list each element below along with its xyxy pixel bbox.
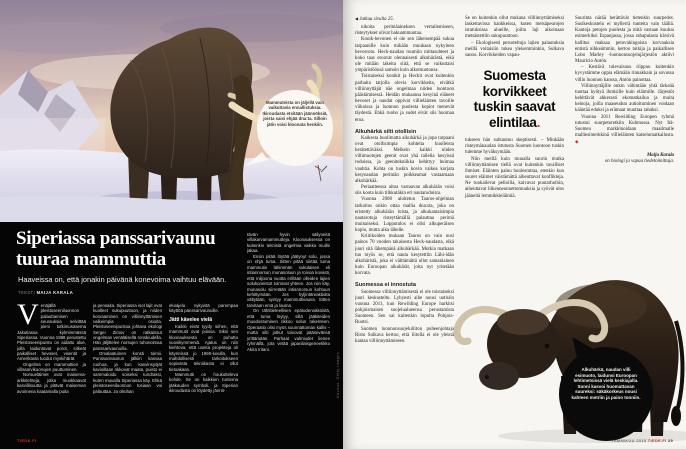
continuation-arrow-icon: ◀	[355, 16, 359, 21]
paragraph: On tähtitieteellisen epätodennäköistä, että tuma löytyy, sillä jääkiteiden muodostuminen rikkoo solun rakenteen. Operaatio olisi myös suunnattoman kallis – mutta silti jotkut toivovat pääsevänsä yrittämään. Parhaat valmiudet lienee ryhmällä, jota vetää japanilaisgeneetikko Akira Iritani.	[247, 308, 330, 352]
brand-logo: TIEDE.FI	[647, 438, 667, 443]
pull-quote	[465, 68, 564, 130]
section-subhead: Jätti kävelee vielä	[169, 316, 213, 323]
paragraph: Suomen luonnonsuojeluliiton puheenjohtaja Risto Sulkava kertoo, että liitolla ei ole yleistä kantaa villiinnyttämiseen.	[355, 326, 454, 344]
paragraph: Niin meillä kuin muualla suurin mutka villiinnyttämisen tiellä ovat kuitenkin tavalliset ihmiset. Eläinten paluu huolestuttaa, etenkin kun suuret eläimet väistämättä aiheuttavat konflikteja. Ne ruokailevat pelloilla, kaivavat puutarhoihin, aiheuttavat liikenneonnettomuuksia ja syövät ulos jääneitä lemmikkieläimiä.	[465, 156, 564, 199]
paragraph: tukseen hän suhtautuu skeptisesti. – Minkään risteymänaudan istutusta Suomen luontoon tuskin tulemme hyväksymään.	[465, 138, 564, 156]
standfirst: Haaveissa on, että jonakin päivänä konevoima vaihtuu elävään.	[18, 275, 227, 284]
end-mark-icon: ◆	[575, 139, 579, 145]
paragraph: ja pensaita. Siperiassa isot lajit ovat kuolleet sukupuuttoon, ja niiden korvaaminen on villiinnyttämisen vaikeimpia osioita. Pleistoseenipuistoa johtava ekologi Sergei Zimov on ratkaissut ongelman venäläisellä ronskiudella. Hän jäljittelee norsujen tuhovoimaa panssarivaunuilla.	[93, 303, 162, 351]
left-page-footer	[17, 438, 37, 443]
continuation-marker	[355, 16, 454, 23]
continuation-text: Jatkuu sivulta 25.	[359, 17, 394, 22]
right-page	[343, 0, 686, 449]
paragraph: ekoajelu nykyistä parempaa käyttöä panssarivaunuille.	[169, 303, 238, 314]
paragraph: Suomessa villiinnyttämisestä ei ole toistaiseksi juuri keskusteltu. Lyhyesti aihe nousi uutisiin vuonna 2011, kun Rewilding Europe harkitsi pohjoismaisen suojelualueensa perustamista Suomeen. Sen sai kuitenkin lopulta Pohjois-Ruotsi.	[355, 289, 454, 326]
paragraph: Kriitikoiden mukaan Tauros on vain uusi painos 70 vuoden takaisesta Heck-naudasta, eikä juuri sitä lähempänä alkuhärkää. Mutkia matkaan tuo myös se, että nauta kesytettiin Lähi-idän alkuhäristä, joka ei välttämättä ollut samanlainen kuin Euroopan alkuhärät, joita nyt yritetään korvata.	[355, 234, 454, 277]
paragraph: Kaikesta huolimatta alkuhärkä ja jopa tarpaani ovat otollisimpia kohteita kuolleista herätettäväksi. Melkein kaikki niiden villimuotojen geenit ovat yhä tallella kesyissä roduissa, ja geenitekniikka kehittyy huimaa vauhtia. Kohta on tuskin kovin vaikea korjata kesynaudan perimän poikkeamat vastaamaan alkuhärkää.	[355, 135, 454, 184]
drop-cap: V	[17, 303, 39, 331]
headline-line1: Siperiassa panssarivaunu	[16, 228, 216, 249]
paragraph: Villiinnyttäjille onkin vähintään yhtä tärkeää tuottaa hyötyä ihmisille kuin eläimille. Järjestöt kehittävät ahkerasti ekomatkailua ja muita keinoja, joilla maaseudun autioituminen voidaan kääntää eduksi ja erämaat muuttaa rahaksi.	[575, 83, 674, 114]
paragraph: nikoita perimäaineksen vertailemiseen, risteytykset olivat hakuammuntaa.	[355, 25, 454, 37]
byline-label: TEKSTI	[18, 290, 36, 295]
paragraph-text: Vuonna 2011 Rewilding Europen ryhmä tutustui suurpetoretkiin Kuhmossa. Nyt Itä-Suomea markkinoidaan maailmalle malliesimerkkinä villieläinten katselumatkailusta.	[575, 114, 674, 138]
byline-name: MAIJA KARALA	[36, 290, 74, 295]
page-number: 29	[667, 438, 673, 443]
author-name: Maija Karala	[646, 153, 674, 159]
headline	[16, 228, 266, 270]
paragraph: enäjällä pleistoseeniluonnon palauttamisen seurauksia selvittää pieni tutkimusasema Jakutiassa kylmimmässä Siperiassa. Vuonna 1988 perustettu Pleistoseenipuisto on aidattu alue, jolla laiduntavat porot, sitkeät paikalliset hevoset, visentit ja Amerikasta tuodut myskihärät.	[17, 303, 86, 362]
paragraph: Ongelma on mammuttien ja villasarvikuonojen puuttuminen.	[17, 361, 86, 373]
body-column-3	[169, 303, 238, 441]
paragraph: Omalaatuinen konsti toimii. Panssarivaunun jälkiin kasvaa ruohoa, ja kun kasvinsyöjät kavioillaan rikkovat maata, puisto ei sammaloidu soiseksi tundraksi, kuten muualla Siperiassa käy. Ehkä pleistoseeniluonnon tosiaan voi palauttaa. Ja olisihan	[93, 351, 162, 394]
right-page-footer	[612, 438, 673, 443]
paragraph: Kaikki eivät tyydy siihen, että mammutit ovat poissa. Siksi sen kloonauksesta on puhuttu vuosikymmeniä. Ajatus on niin kiehtova, että useita projekteja oli käynnissä jo 1990-luvulla, kun mahdollisesti tarkoitukseen sopivasta tekniikasta ei ollut tietoakaan.	[169, 324, 238, 372]
paragraph: tävän hyvin säilyneitä villakarvamammutteja. Kloonauksessa on kuitenkin teknisiä ongelmia vaikka muille jakaa.	[247, 232, 330, 254]
photo-credit: Kuvitus: Getty Images	[336, 352, 340, 398]
pull-quote-text: Suomesta korvikkeet tuskin saavat elintilaa	[473, 68, 556, 130]
byline	[18, 290, 73, 295]
paragraph	[575, 115, 674, 147]
author-bio: on biologi ja vapaa tiedetoimittaja.	[604, 159, 674, 165]
brand-logo: TIEDE.FI	[17, 438, 37, 443]
paragraph: Toistaiseksi konikit ja Heckit ovat kuitenkin parhaita tarjolla olevia korvikkeita, eivätkä villiinnyttäjät näe ongelmaa niiden luontoon päästämisessä. Heidän mukaansa kesyinä eläneet hevoset ja naudat oppivat villieläinten tavoille viikoissa ja luonnon puolesta kopiot menevät täydestä. Ehkä ruoho ja sudet eivät siis huomaa eroa.	[355, 74, 454, 123]
article-column-2	[465, 16, 564, 200]
paragraph: Se on kuitenkin ollut mukana villiinnyttämiseksi laskettavissa hankkeissa, kuten metsäpeurojen istutuksissa alueille, joilta laji aikoinaan metsästettiin sukupuuttoon.	[465, 16, 564, 40]
paragraph: – Ekologisesti perusteltuja lajien palautuksia meillä voitaisiin tukea yleisemminkin, Sulkava sanoo. Korvikkeiden vapau-	[465, 40, 564, 58]
section-subhead: Suomessa ei innostuta	[355, 282, 416, 289]
headline-line2: tuuraa mammuttia	[16, 249, 166, 270]
paragraph: Periaatteessa aitoa vastaavan alkuhärän voisi siis koota kuin tilkkutäkin eri nautaroduista.	[355, 185, 454, 197]
aurochs-eye	[545, 344, 550, 349]
author-signoff	[575, 153, 674, 165]
body-column-4	[247, 232, 330, 432]
paragraph: Vuonna 2008 aloitetun Tauros-ohjelman tarkoitus onkin ottaa mallia dna:sta, joka on eristetty alkuhärän luista, ja alkukantaisimpia nautarotuja risteyttämällä palauttaa perimä muinaiseksi. Lopputulos ei olisi alkuperäisen kopio, mutta aika lähelle.	[355, 197, 454, 234]
body-column-2	[93, 303, 162, 441]
section-subhead: Alkuhärkä silti otollisin	[355, 128, 417, 135]
aurochs-fact-bubble-text: Alkuhärkä, naudan villi esimuoto, laidunsi Euroopan lehtimetsissä vielä keskiajalla. Sonni kasvoi huomattavan suureksi: säkäkorkeus nousi kahteen metriin ja paino tonniin.	[571, 367, 641, 400]
article-column-3	[575, 16, 674, 165]
paragraph: Mammutti on houkutteleva kohde. Se on kaikkien tuntema jääkauden symboli, ja Siperian ikiroudasta on löydetty jännit-	[169, 372, 238, 394]
footer-date: TAMMIKUU 2015	[611, 438, 647, 443]
aurochs-muzzle	[479, 362, 519, 390]
paragraph: – Kestävä tulevaisuus riippuu kuitenkin kyvystämme oppia elämään rinnakkain ja sovussa villin luonnon kanssa, Antón painottaa.	[575, 65, 674, 83]
mammoth-speech-bubble: Mammuteista on jäljellä vain vaikuttavia ennallistuksia. Ikiroudasta etsitään jäännöksiä, joista saisi ehjää dna:ta. Silloin jätin voisi kloonata henkiin.	[262, 100, 328, 127]
paragraph: Norsueläimet ovat maisema-arkkitehteja, jotka muokkaavat kasvillisuutta ja pitävät maiseman avoimena kaatamalla puita	[17, 372, 86, 394]
paragraph: Ensin pitää löytää jäätynyt solu, jossa on ehjä tuma. Sitten pitää siirtää tuma mammutin lähimmän sukulaisen eli intiannorsun munasoluun ja toivoa kovasti, että miljoona vuotta erillään olleiden lajien solukoneistot toimivat yhteen. Jos niin käy, munasolu siirretään intiannorsun kohtuun kehittymään. Jos hyljintäreaktiolta vältytään, syntyy mammuttivauva. Sitten tarvitaan emä ja lauma.	[247, 253, 330, 308]
body-column-1	[17, 303, 86, 441]
pull-quote-period: .	[536, 114, 541, 130]
paragraph: Konik-hevonen ei ole sen läheisempää sukua tarpaanille kuin mikään muukaan nykyinen hevosrotu. Heck-naudan ruumiin mittasuhteet ja koko taas eroavat olennaisesti alkuhärästä, eikä ole mitään takeita siitä, että se vaikuttaisi ympäristöönsä samoin kuin alkumuotonsa.	[355, 37, 454, 74]
paragraph: Suurinta närää herättävät tietenkin suurpedot. Susikeskustelu ei myllerrä tunteita vain täällä. Kantoja petojen puolesta ja niitä vastaan kuuluu esimerkiksi Espanjassa, jossa rahapulasta kärsivä hallitus maksaa petovahingoista korvauksia entistä nihkeämmin, kertoo tutkija ja paikallisen Lobo Marley -luonnonsuojelujärjestön aktiivi Mauricio Antón.	[575, 16, 674, 65]
